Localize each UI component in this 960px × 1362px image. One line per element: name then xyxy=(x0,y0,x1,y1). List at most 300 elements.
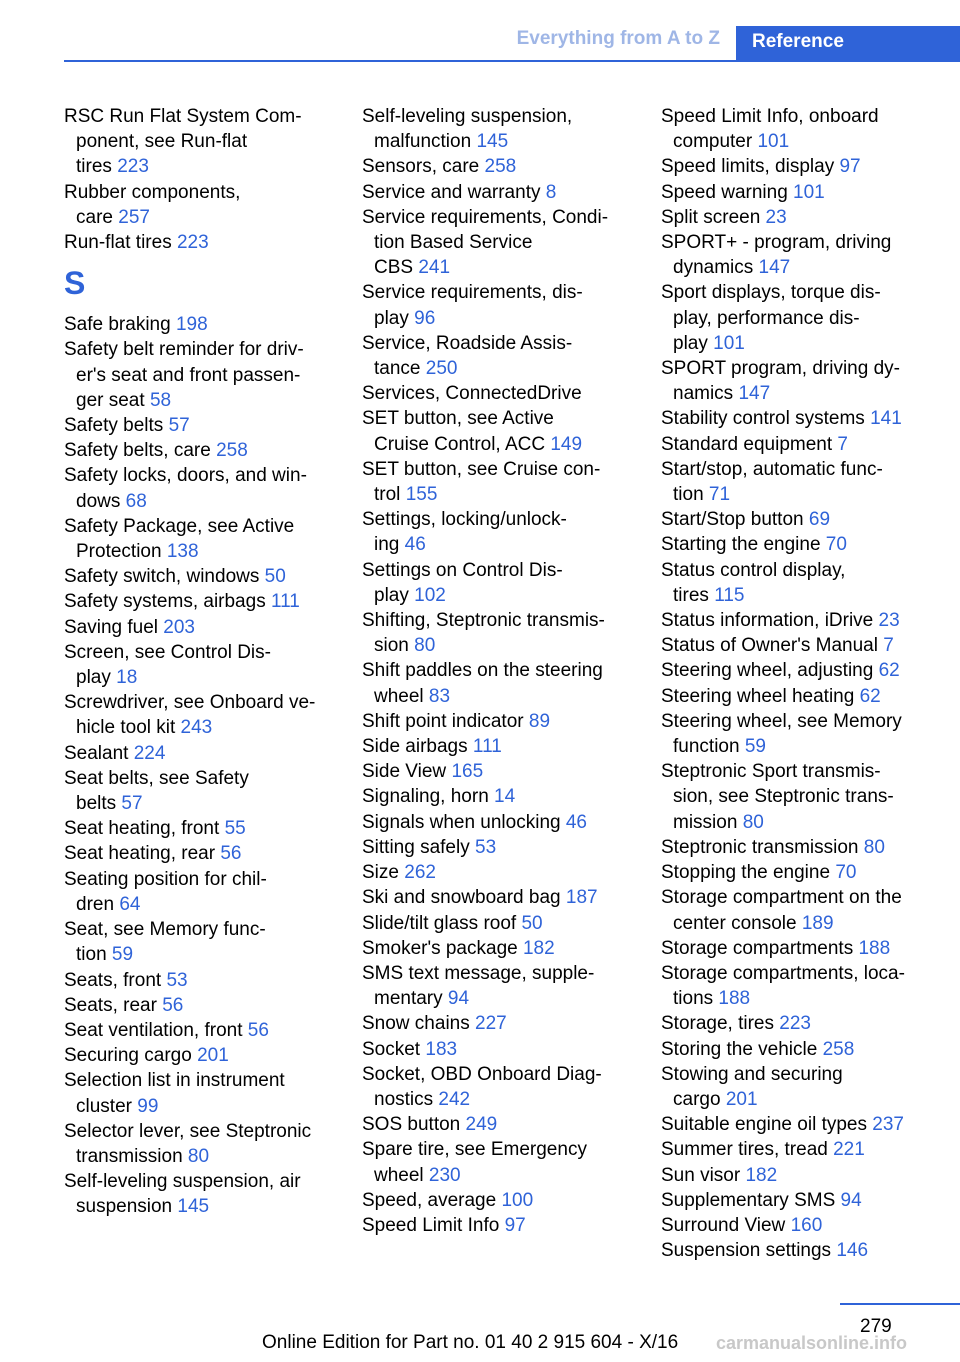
index-entry xyxy=(64,337,344,413)
index-page-link[interactable]: 182 xyxy=(522,937,555,959)
index-entry-text: Saving fuel xyxy=(64,616,164,638)
index-entry-text: Socket xyxy=(362,1038,426,1060)
index-entry-text: Screen, see Control Dis- xyxy=(64,641,271,663)
header-section-title: Everything from A to Z xyxy=(516,28,720,49)
index-page-link[interactable]: 147 xyxy=(758,257,791,279)
index-entry-text: play xyxy=(76,667,117,689)
index-page-link[interactable]: 188 xyxy=(858,937,891,959)
index-entry xyxy=(64,413,344,438)
index-page-link[interactable]: 7 xyxy=(837,433,848,455)
index-entry-text: Signals when unlocking xyxy=(362,811,566,833)
index-entry-text: suspension xyxy=(76,1196,178,1218)
index-page-link[interactable]: 55 xyxy=(224,818,246,840)
index-entry-text: function xyxy=(673,736,745,758)
index-entry-text: Start/Stop button xyxy=(661,509,809,531)
footer-edition-note: Online Edition for Part no. 01 40 2 915 604 - X/16 xyxy=(262,1332,679,1353)
index-entry-text: Socket, OBD Onboard Diag- xyxy=(362,1063,602,1085)
index-entry-text: wheel xyxy=(374,685,429,707)
index-entry-text: Supplementary SMS xyxy=(661,1189,841,1211)
index-page-link[interactable]: 69 xyxy=(808,509,831,531)
index-page-link[interactable]: 257 xyxy=(118,206,150,228)
index-entry-text: dows xyxy=(76,490,126,512)
index-entry-text: Safe braking xyxy=(64,314,176,336)
index-entry-text: mission xyxy=(673,811,743,833)
index-entry xyxy=(362,1011,644,1036)
index-entry xyxy=(362,608,644,658)
index-entry-text: play, performance dis- xyxy=(673,307,860,329)
index-page-link[interactable]: 241 xyxy=(418,257,451,279)
index-entry-text: center console xyxy=(673,912,802,934)
index-page-link[interactable]: 50 xyxy=(264,566,286,588)
index-entry xyxy=(661,356,951,406)
index-entry xyxy=(661,507,951,532)
index-page-link[interactable]: 7 xyxy=(883,635,894,657)
index-entry-text: Seating position for chil- xyxy=(64,868,267,890)
index-entry xyxy=(362,936,644,961)
index-entry xyxy=(64,766,344,816)
index-entry-text: tions xyxy=(673,988,719,1010)
index-page-link[interactable]: 237 xyxy=(872,1114,904,1136)
index-page-link[interactable]: 83 xyxy=(428,685,451,707)
index-page-link[interactable]: 59 xyxy=(111,944,134,966)
index-page-link[interactable]: 189 xyxy=(801,912,834,934)
index-entry-text: Surround View xyxy=(661,1214,791,1236)
index-entry xyxy=(362,810,644,835)
index-page-link[interactable]: 89 xyxy=(528,710,551,732)
index-entry xyxy=(362,331,644,381)
header-tab-reference: Reference xyxy=(736,26,960,62)
index-entry-text: Cruise Control, ACC xyxy=(374,433,551,455)
index-entry xyxy=(64,230,344,255)
index-entry-text: Steering wheel, see Memory xyxy=(661,710,902,732)
index-entry xyxy=(64,180,344,230)
index-page-link[interactable]: 115 xyxy=(714,584,745,606)
index-entry-text: Speed Limit Info, onboard xyxy=(661,106,879,127)
index-entry xyxy=(661,684,951,709)
index-entry-text: tires xyxy=(76,156,118,178)
index-entry-text: Sport displays, torque dis- xyxy=(661,282,881,304)
index-entry xyxy=(362,180,644,205)
index-entry-text: wheel xyxy=(374,1164,429,1186)
index-entry xyxy=(661,885,951,935)
index-page-link[interactable]: 203 xyxy=(163,616,195,638)
index-entry-text: Storage compartments xyxy=(661,937,859,959)
index-entry xyxy=(362,205,644,281)
index-page-link[interactable]: 46 xyxy=(404,534,426,556)
index-entry-text: Seats, front xyxy=(64,969,167,991)
index-page-link[interactable]: 80 xyxy=(187,1145,210,1167)
index-entry-text: Self-leveling suspension, air xyxy=(64,1171,301,1193)
index-entry xyxy=(362,154,644,179)
index-entry-text: Side View xyxy=(362,761,452,783)
index-entry xyxy=(64,640,344,690)
index-page-link[interactable]: 145 xyxy=(177,1196,210,1218)
index-entry-text: mentary xyxy=(374,988,448,1010)
index-entry-text: Status information, iDrive xyxy=(661,610,879,632)
index-entry-text: Summer tires, tread xyxy=(661,1139,834,1161)
index-entry-text: Stowing and securing xyxy=(661,1063,843,1085)
index-entry-text: dynamics xyxy=(673,257,759,279)
index-entry xyxy=(661,457,951,507)
index-entry xyxy=(362,381,644,406)
index-page-link[interactable]: 99 xyxy=(137,1095,159,1117)
index-entry-text: tion xyxy=(76,944,112,966)
index-entry xyxy=(64,1018,344,1043)
index-page-link[interactable]: 182 xyxy=(745,1164,778,1186)
index-entry-text: hicle tool kit xyxy=(76,717,181,739)
index-entry xyxy=(362,104,644,154)
index-entry xyxy=(362,1037,644,1062)
index-page-link[interactable]: 58 xyxy=(149,389,172,411)
index-entry xyxy=(362,1137,644,1187)
index-entry-text: play xyxy=(374,584,415,606)
index-page-link[interactable]: 56 xyxy=(220,843,242,865)
index-page-link[interactable]: 53 xyxy=(166,969,188,991)
index-entry-text: care xyxy=(76,206,119,228)
index-entry-text: transmission xyxy=(76,1145,188,1167)
index-entry-text: Sitting safely xyxy=(362,836,475,858)
index-entry xyxy=(362,507,644,557)
index-entry-text: Snow chains xyxy=(362,1013,476,1035)
index-page-link[interactable]: 94 xyxy=(447,988,470,1010)
index-letter-heading: S xyxy=(64,265,86,302)
index-page-link[interactable]: 165 xyxy=(451,761,484,783)
index-page-link[interactable]: 258 xyxy=(484,156,517,178)
index-page-link[interactable]: 94 xyxy=(840,1189,862,1211)
index-entry-text: malfunction xyxy=(374,131,477,153)
index-page-link[interactable]: 155 xyxy=(405,484,438,506)
index-column-1 xyxy=(64,104,344,1220)
index-entry xyxy=(362,1112,644,1137)
index-entry-text: Seat heating, rear xyxy=(64,843,221,865)
index-entry xyxy=(661,1037,951,1062)
index-page-link[interactable]: 250 xyxy=(425,358,458,380)
index-entry-text: Self-leveling suspension, xyxy=(362,106,573,127)
index-page-link[interactable]: 223 xyxy=(176,232,209,254)
index-entry xyxy=(661,432,951,457)
index-entry-text: Sun visor xyxy=(661,1164,746,1186)
index-entry-text: Size xyxy=(362,862,405,884)
index-entry-text: Starting the engine xyxy=(661,534,826,556)
index-page-link[interactable]: 8 xyxy=(545,181,557,203)
index-page-link[interactable]: 258 xyxy=(216,440,248,462)
index-entry xyxy=(362,457,644,507)
index-entry xyxy=(661,558,951,608)
index-entry xyxy=(64,993,344,1018)
index-page-link[interactable]: 201 xyxy=(197,1045,229,1067)
index-entry xyxy=(661,154,951,179)
index-entry-text: cargo xyxy=(673,1088,726,1110)
index-entry xyxy=(362,885,644,910)
index-entry-text: namics xyxy=(673,383,739,405)
index-entry xyxy=(64,463,344,513)
index-entry-text: Shift paddles on the steering xyxy=(362,660,603,682)
index-page-link[interactable]: 102 xyxy=(414,584,446,606)
index-entry-text: Seat belts, see Safety xyxy=(64,767,249,789)
index-entry-text: Screwdriver, see Onboard ve- xyxy=(64,692,316,714)
index-entry xyxy=(362,961,644,1011)
index-page-link[interactable]: 149 xyxy=(550,433,583,455)
index-entry xyxy=(64,690,344,740)
index-entry xyxy=(362,558,644,608)
index-page-link[interactable]: 111 xyxy=(270,591,300,613)
index-entry-text: sion, see Steptronic trans- xyxy=(673,786,894,808)
index-page-link[interactable]: 183 xyxy=(425,1038,458,1060)
index-page-link[interactable]: 147 xyxy=(738,383,771,405)
index-entry-text: SET button, see Active xyxy=(362,408,554,430)
index-entry-text: Status of Owner's Manual xyxy=(661,635,884,657)
index-entry-text: Safety Package, see Active xyxy=(64,515,295,537)
index-entry-text: ponent, see Run-flat xyxy=(76,131,248,153)
index-entry xyxy=(362,911,644,936)
index-page-link[interactable]: 71 xyxy=(708,484,731,506)
index-entry-text: Status control display, xyxy=(661,559,846,581)
index-entry-text: Service requirements, Condi- xyxy=(362,206,609,228)
index-page-link[interactable]: 187 xyxy=(565,887,598,909)
index-entry-text: Settings, locking/unlock- xyxy=(362,509,567,531)
index-entry-text: Safety switch, windows xyxy=(64,566,265,588)
index-entry xyxy=(362,406,644,456)
index-entry-text: Storage compartment on the xyxy=(661,887,902,909)
page-number: 279 xyxy=(860,1316,892,1337)
index-entry-text: Protection xyxy=(76,541,167,563)
index-page-link[interactable]: 64 xyxy=(119,893,141,915)
index-entry-text: RSC Run Flat System Com- xyxy=(64,106,302,127)
index-page-link[interactable]: 68 xyxy=(125,490,147,512)
index-entry-text: Securing cargo xyxy=(64,1045,198,1067)
index-entry-text: CBS xyxy=(374,257,419,279)
index-entry-text: Safety systems, airbags xyxy=(64,591,271,613)
index-entry-text: Steering wheel, adjusting xyxy=(661,660,879,682)
index-entry-text: Steptronic Sport transmis- xyxy=(661,761,881,783)
index-page-link[interactable]: 188 xyxy=(718,988,751,1010)
index-entry xyxy=(362,1213,644,1238)
index-page-link[interactable]: 242 xyxy=(438,1088,471,1110)
index-page-link[interactable]: 201 xyxy=(725,1088,758,1110)
index-entry xyxy=(661,205,951,230)
index-entry-text: ing xyxy=(374,534,405,556)
index-entry xyxy=(64,841,344,866)
footer-rule xyxy=(840,1303,960,1305)
index-entry xyxy=(64,867,344,917)
index-page-link[interactable]: 18 xyxy=(116,667,138,689)
index-entry xyxy=(64,917,344,967)
index-page-link[interactable]: 101 xyxy=(793,181,825,203)
index-entry xyxy=(661,961,951,1011)
index-entry-text: SPORT+ - program, driving xyxy=(661,232,892,254)
index-entry-text: Storage, tires xyxy=(661,1013,780,1035)
index-page-link[interactable]: 53 xyxy=(475,836,497,858)
index-entry-text: Sealant xyxy=(64,742,134,764)
index-entry xyxy=(362,709,644,734)
index-page-link[interactable]: 223 xyxy=(117,156,149,178)
index-entry xyxy=(661,1213,951,1238)
index-entry-text: cluster xyxy=(76,1095,138,1117)
index-entry xyxy=(661,1238,951,1263)
index-entry-text: Slide/tilt glass roof xyxy=(362,912,522,934)
index-page-link[interactable]: 138 xyxy=(166,541,199,563)
index-entry-text: Speed Limit Info xyxy=(362,1214,505,1236)
index-entry-text: er's seat and front passen- xyxy=(76,364,301,386)
index-entry xyxy=(64,514,344,564)
index-entry xyxy=(661,1011,951,1036)
index-entry-text: Seat heating, front xyxy=(64,818,225,840)
index-page-link[interactable]: 258 xyxy=(822,1038,855,1060)
index-page-link[interactable]: 198 xyxy=(175,314,208,336)
index-page-link[interactable]: 230 xyxy=(428,1164,461,1186)
index-entry xyxy=(661,936,951,961)
index-page-link[interactable]: 59 xyxy=(744,736,766,758)
index-entry xyxy=(661,532,951,557)
index-entry-text: Shifting, Steptronic transmis- xyxy=(362,610,605,632)
index-entry-text: Settings on Control Dis- xyxy=(362,559,563,581)
index-entry-text: Signaling, horn xyxy=(362,786,495,808)
index-page-link[interactable]: 101 xyxy=(757,131,790,153)
index-entry-text: Safety locks, doors, and win- xyxy=(64,465,307,487)
index-page-link[interactable]: 224 xyxy=(133,742,166,764)
index-entry xyxy=(661,1163,951,1188)
index-entry-text: Selector lever, see Steptronic xyxy=(64,1120,312,1142)
index-page-link[interactable]: 262 xyxy=(404,862,436,884)
index-entry xyxy=(64,1068,344,1118)
index-entry-text: tion xyxy=(673,484,709,506)
index-page-link[interactable]: 100 xyxy=(501,1189,534,1211)
index-page-link[interactable]: 96 xyxy=(414,307,436,329)
index-entry-text: Ski and snowboard bag xyxy=(362,887,566,909)
index-entry xyxy=(661,860,951,885)
index-entry-text: Rubber components, xyxy=(64,181,241,203)
index-entry-text: Safety belts xyxy=(64,415,169,437)
index-entry xyxy=(661,180,951,205)
index-entry xyxy=(362,280,644,330)
index-page-link[interactable]: 70 xyxy=(825,534,847,556)
index-entry-text: Seat ventilation, front xyxy=(64,1019,248,1041)
index-entry-text: tance xyxy=(374,358,426,380)
index-entry-text: SET button, see Cruise con- xyxy=(362,458,601,480)
index-entry-text: Sensors, care xyxy=(362,156,485,178)
index-entry xyxy=(661,1137,951,1162)
index-page-link[interactable]: 57 xyxy=(168,415,190,437)
index-entry xyxy=(362,658,644,708)
index-page-link[interactable]: 160 xyxy=(790,1214,823,1236)
index-entry-text: Speed warning xyxy=(661,181,794,203)
index-entry xyxy=(64,615,344,640)
index-page-link[interactable]: 14 xyxy=(494,786,516,808)
index-entry-text: Stability control systems xyxy=(661,408,871,430)
index-page-link[interactable]: 23 xyxy=(878,610,900,632)
index-page-link[interactable]: 227 xyxy=(475,1013,507,1035)
index-entry-text: Split screen xyxy=(661,206,766,228)
index-page-link[interactable]: 56 xyxy=(162,994,184,1016)
index-entry xyxy=(661,709,951,759)
index-entry-text: tires xyxy=(673,584,715,606)
index-page-link[interactable]: 221 xyxy=(833,1139,865,1161)
index-entry-text: Steptronic transmission xyxy=(661,836,864,858)
index-entry-text: Steering wheel heating xyxy=(661,685,860,707)
index-entry xyxy=(64,741,344,766)
index-page-link[interactable]: 111 xyxy=(472,736,502,758)
index-entry xyxy=(661,1112,951,1137)
index-entry-text: Service and warranty xyxy=(362,181,546,203)
index-entry-text: trol xyxy=(374,484,406,506)
index-entry xyxy=(64,1043,344,1068)
index-entry xyxy=(661,230,951,280)
index-entry xyxy=(64,1119,344,1169)
index-entry-text: Shift point indicator xyxy=(362,710,529,732)
index-entry xyxy=(661,1188,951,1213)
index-page-link[interactable]: 97 xyxy=(839,156,861,178)
index-page-link[interactable]: 243 xyxy=(180,717,213,739)
index-entry-text: SOS button xyxy=(362,1114,466,1136)
index-page-link[interactable]: 57 xyxy=(121,793,143,815)
index-entry-text: belts xyxy=(76,793,122,815)
index-entry xyxy=(362,784,644,809)
index-entry-text: Standard equipment xyxy=(661,433,838,455)
index-page-link[interactable]: 56 xyxy=(247,1019,269,1041)
index-entry xyxy=(64,589,344,614)
index-entry xyxy=(362,835,644,860)
index-page-link[interactable]: 80 xyxy=(863,836,885,858)
index-entry-text: Suspension settings xyxy=(661,1240,837,1262)
index-entry xyxy=(362,1062,644,1112)
index-entry-text: Safety belts, care xyxy=(64,440,217,462)
index-page-link[interactable]: 70 xyxy=(835,862,857,884)
index-entry-text: Side airbags xyxy=(362,736,473,758)
index-entry-text: Speed, average xyxy=(362,1189,502,1211)
index-page-link[interactable]: 145 xyxy=(476,131,509,153)
index-page-link[interactable]: 80 xyxy=(414,635,436,657)
index-entry-text: sion xyxy=(374,635,415,657)
index-column-3 xyxy=(661,104,951,1263)
index-entry-text: SMS text message, supple- xyxy=(362,962,595,984)
index-entry xyxy=(661,280,951,356)
index-page-link[interactable]: 101 xyxy=(713,332,745,354)
index-entry xyxy=(64,968,344,993)
index-page-link[interactable]: 50 xyxy=(521,912,543,934)
index-page-link[interactable]: 97 xyxy=(504,1214,526,1236)
index-entry-text: Selection list in instrument xyxy=(64,1070,285,1092)
index-page-link[interactable]: 146 xyxy=(836,1240,869,1262)
index-entry xyxy=(661,835,951,860)
index-page-link[interactable]: 141 xyxy=(870,408,902,430)
index-entry-text: ger seat xyxy=(76,389,150,411)
index-page-link[interactable]: 62 xyxy=(859,685,881,707)
index-entry-text: Spare tire, see Emergency xyxy=(362,1139,587,1161)
index-entry xyxy=(661,406,951,431)
index-entry-text: Service, Roadside Assis- xyxy=(362,332,573,354)
index-page-link[interactable]: 80 xyxy=(742,811,764,833)
index-entry xyxy=(661,633,951,658)
index-entry-text: Seats, rear xyxy=(64,994,163,1016)
index-entry-text: Speed limits, display xyxy=(661,156,840,178)
index-page-link[interactable]: 62 xyxy=(878,660,900,682)
index-entry xyxy=(64,312,344,337)
index-entry xyxy=(362,1188,644,1213)
index-entry xyxy=(64,438,344,463)
index-entry-text: Storing the vehicle xyxy=(661,1038,823,1060)
index-page-link[interactable]: 249 xyxy=(465,1114,498,1136)
index-entry-text: nostics xyxy=(374,1088,439,1110)
index-entry xyxy=(64,564,344,589)
index-page-link[interactable]: 46 xyxy=(565,811,587,833)
index-entry-text: Stopping the engine xyxy=(661,862,836,884)
index-entry-text: Safety belt reminder for driv- xyxy=(64,339,304,361)
index-entry xyxy=(661,658,951,683)
index-page-link[interactable]: 223 xyxy=(779,1013,811,1035)
index-page-link[interactable]: 23 xyxy=(765,206,787,228)
index-entry-text: Suitable engine oil types xyxy=(661,1114,873,1136)
index-entry xyxy=(64,104,344,180)
